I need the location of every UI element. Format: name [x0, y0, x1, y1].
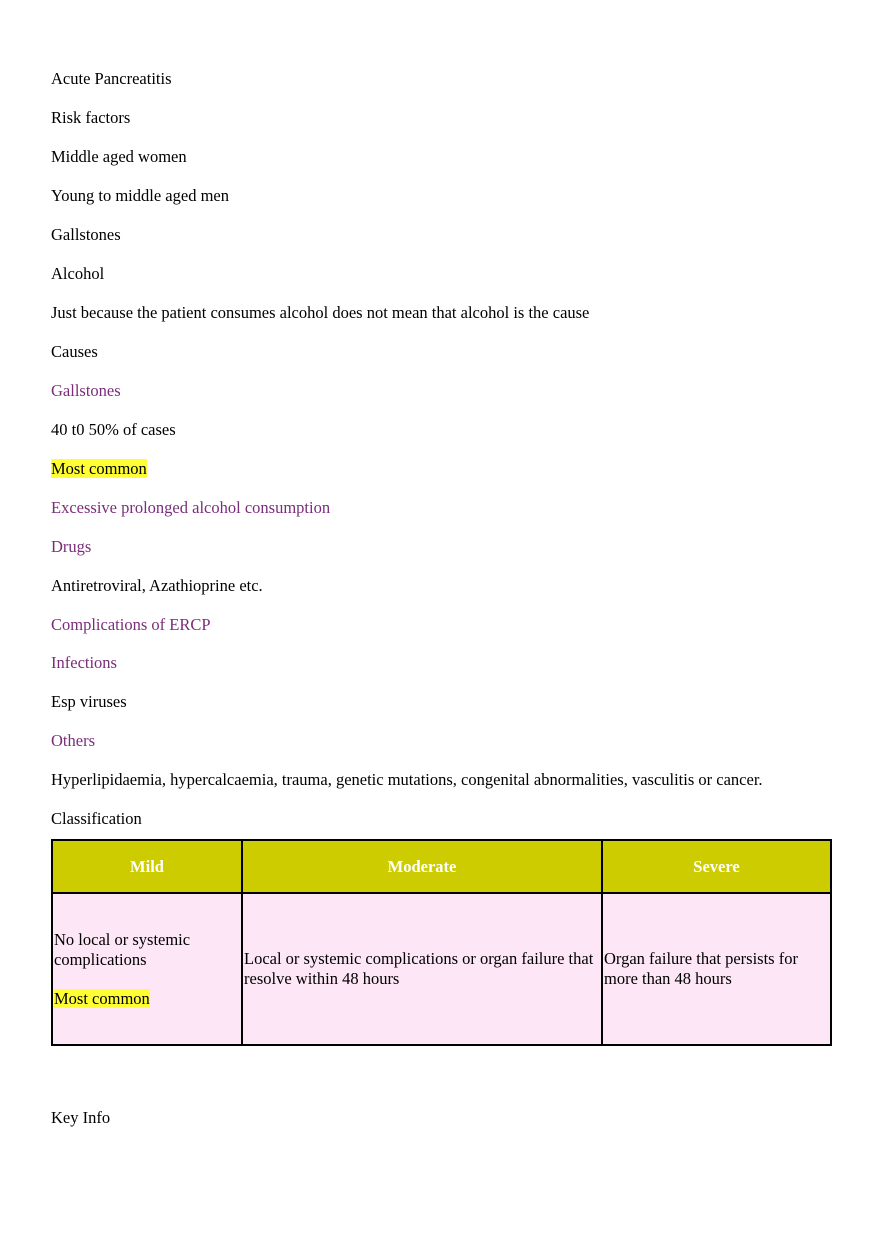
cause-detail: Esp viruses [51, 692, 127, 711]
highlighted-text: Most common [51, 459, 147, 478]
header-moderate: Moderate [242, 840, 602, 893]
cell-moderate: Local or systemic complications or organ failure that resolve within 48 hours [242, 893, 602, 1045]
footer-key-info: Key Info [51, 1108, 111, 1127]
heading-risk-factors: Risk factors [51, 108, 131, 127]
cause-heading: Complications of ERCP [51, 615, 211, 634]
highlighted-text: Most common [54, 988, 150, 1008]
header-severe: Severe [602, 840, 831, 893]
cell-mild [52, 893, 242, 1045]
mild-note [54, 989, 240, 1009]
cause-detail: 40 t0 50% of cases [51, 420, 176, 439]
heading-classification: Classification [51, 809, 142, 828]
heading-causes: Causes [51, 342, 98, 361]
risk-factor-item: Middle aged women [51, 147, 187, 166]
classification-table [51, 839, 832, 1046]
risk-factor-note: Just because the patient consumes alcohol does not mean that alcohol is the cause [51, 303, 590, 322]
table-header-row [52, 840, 831, 893]
cause-heading: Excessive prolonged alcohol consumption [51, 498, 331, 517]
highlight-most-common [51, 459, 147, 479]
cause-heading: Others [51, 731, 95, 750]
risk-factor-item: Alcohol [51, 264, 105, 283]
cause-detail: Antiretroviral, Azathioprine etc. [51, 576, 263, 595]
mild-description: No local or systemic complications [54, 929, 191, 969]
cause-heading: Gallstones [51, 381, 121, 400]
risk-factor-item: Young to middle aged men [51, 186, 229, 205]
title: Acute Pancreatitis [51, 69, 172, 88]
cause-heading: Drugs [51, 537, 92, 556]
table-row [52, 893, 831, 1045]
cause-detail: Hyperlipidaemia, hypercalcaemia, trauma, genetic mutations, congenital abnormalities, vasculitis or cancer. [51, 770, 763, 789]
risk-factor-item: Gallstones [51, 225, 121, 244]
cause-heading: Infections [51, 653, 117, 672]
header-mild: Mild [52, 840, 242, 893]
cell-severe: Organ failure that persists for more than 48 hours [602, 893, 831, 1045]
